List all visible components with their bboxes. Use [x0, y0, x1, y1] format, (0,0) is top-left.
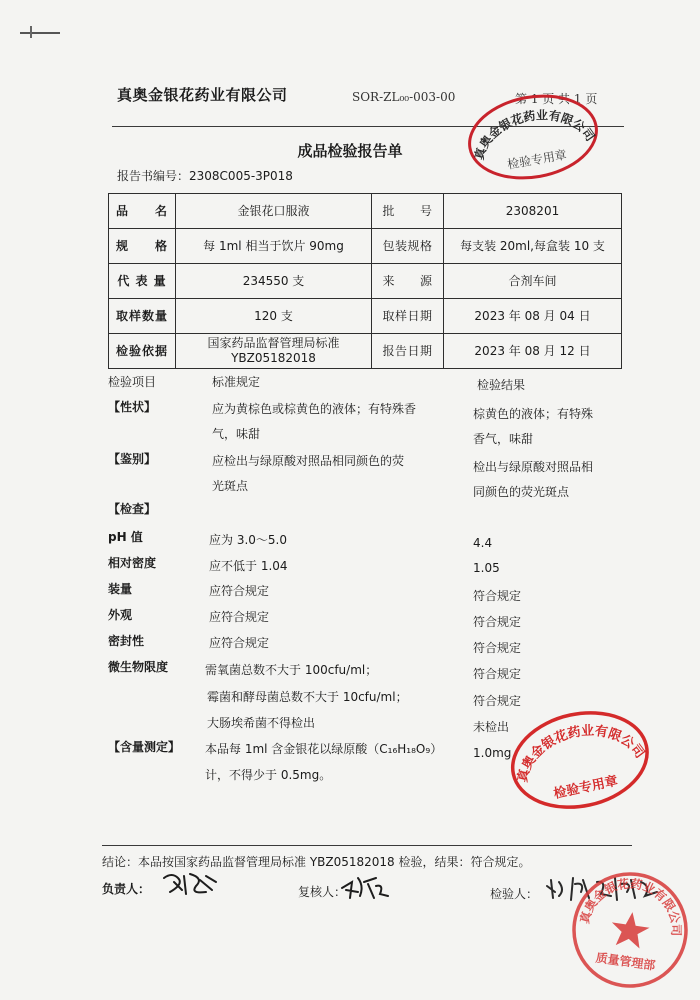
reviewer-signature [340, 872, 390, 902]
identification-label: 【鉴别】 [108, 452, 157, 466]
specification-label: 规 格 [109, 229, 176, 264]
stamp-ring-text: 真奥金银花药业有限公司 [471, 108, 598, 162]
check-item: 装量 [108, 582, 133, 596]
identification-result-line1: 检出与绿原酸对照品相 [473, 460, 594, 474]
conclusion-rule [102, 845, 632, 846]
identification-standard-line2: 光斑点 [212, 479, 249, 493]
appearance-standard-line2: 气，味甜 [212, 427, 261, 441]
check-result: 1.05 [473, 561, 500, 575]
report-title: 成品检验报告单 [297, 142, 403, 160]
check-result: 符合规定 [473, 615, 522, 629]
page-info: 第 1 页 共 1 页 [515, 92, 598, 106]
check-item: 相对密度 [108, 556, 157, 570]
document-number: SOR-ZL₀₀-003-00 [352, 90, 456, 104]
inspection-label: 【检查】 [108, 502, 157, 516]
inspection-basis-line2: YBZ05182018 [231, 351, 316, 365]
stamp-inner-text: 质量管理部 [594, 950, 657, 973]
scan-corner-mark [30, 26, 32, 38]
stamp-ring-text: 真奥金银花药业有限公司 [577, 876, 684, 937]
representative-qty-value: 234550 支 [176, 264, 372, 299]
report-number-label: 报告书编号： [117, 169, 190, 183]
table-row [109, 299, 622, 334]
inspector-label: 检验人： [490, 887, 539, 901]
check-item: pH 值 [108, 530, 143, 544]
col-header-item: 检验项目 [108, 375, 157, 389]
report-number-value: 2308C005-3P018 [189, 169, 293, 183]
check-item: 密封性 [108, 634, 145, 648]
conclusion-text: 结论：本品按国家药品监督管理局标准 YBZ05182018 检验，结果：符合规定。 [102, 855, 531, 869]
inspection-basis-line1: 国家药品监督管理局标准 [207, 336, 340, 350]
table-row [109, 334, 622, 369]
check-result: 未检出 [473, 720, 510, 734]
assay-result: 1.0mg [473, 746, 512, 760]
stamp-star-icon [609, 910, 652, 950]
product-name-value: 金银花口服液 [176, 194, 372, 229]
inspection-basis-label: 检验依据 [109, 334, 176, 369]
identification-result-line2: 同颜色的荧光斑点 [473, 485, 570, 499]
table-row [109, 264, 622, 299]
responsible-signature [160, 868, 220, 900]
check-result: 4.4 [473, 536, 493, 550]
check-result: 符合规定 [473, 667, 522, 681]
check-standard: 大肠埃希菌不得检出 [207, 716, 316, 730]
batch-number-value: 2308201 [444, 194, 622, 229]
col-header-standard: 标准规定 [212, 375, 261, 389]
assay-standard-line1: 本品每 1ml 含金银花以绿原酸（C₁₆H₁₈O₉） [205, 742, 443, 756]
quality-dept-stamp [560, 860, 700, 1000]
sampling-date-value: 2023 年 08 月 04 日 [444, 299, 622, 334]
report-date-label: 报告日期 [372, 334, 444, 369]
company-name: 真奥金银花药业有限公司 [117, 86, 288, 104]
stamp-ring-text: 真奥金银花药业有限公司 [515, 723, 648, 784]
inspection-stamp-top [456, 81, 610, 194]
check-standard: 需氧菌总数不大于 100cfu/ml； [205, 663, 378, 677]
sample-qty-value: 120 支 [176, 299, 372, 334]
check-standard: 霉菌和酵母菌总数不大于 10cfu/ml； [207, 690, 408, 704]
check-standard: 应符合规定 [209, 584, 270, 598]
source-value: 合剂车间 [444, 264, 622, 299]
check-standard: 应符合规定 [209, 610, 270, 624]
product-info-table [108, 193, 622, 369]
check-result: 符合规定 [473, 589, 522, 603]
stamp-inner-text: 检验专用章 [506, 147, 568, 172]
appearance-result-line2: 香气，味甜 [473, 432, 534, 446]
inspection-stamp-bottom [496, 694, 665, 828]
check-standard: 应为 3.0～5.0 [209, 533, 287, 547]
batch-number-label: 批 号 [372, 194, 444, 229]
col-header-result: 检验结果 [477, 378, 526, 392]
source-label: 来 源 [372, 264, 444, 299]
table-row [109, 229, 622, 264]
packaging-value: 每支装 20ml,每盒装 10 支 [444, 229, 622, 264]
appearance-standard-line1: 应为黄棕色或棕黄色的液体；有特殊香 [212, 402, 417, 416]
appearance-label: 【性状】 [108, 400, 157, 414]
check-item: 微生物限度 [108, 660, 169, 674]
sampling-date-label: 取样日期 [372, 299, 444, 334]
report-date-value: 2023 年 08 月 12 日 [444, 334, 622, 369]
appearance-result-line1: 棕黄色的液体；有特殊 [473, 407, 594, 421]
check-result: 符合规定 [473, 641, 522, 655]
stamp-inner-text: 检验专用章 [552, 773, 620, 802]
responsible-label: 负责人： [102, 882, 151, 896]
assay-label: 【含量测定】 [108, 740, 181, 754]
sample-qty-label: 取样数量 [109, 299, 176, 334]
specification-value: 每 1ml 相当于饮片 90mg [176, 229, 372, 264]
representative-qty-label: 代 表 量 [109, 264, 176, 299]
inspection-basis-value [176, 334, 372, 369]
identification-standard-line1: 应检出与绿原酸对照品相同颜色的荧 [212, 454, 405, 468]
table-row [109, 194, 622, 229]
packaging-label: 包装规格 [372, 229, 444, 264]
check-result: 符合规定 [473, 694, 522, 708]
check-standard: 应不低于 1.04 [209, 559, 288, 573]
assay-standard-line2: 计，不得少于 0.5mg。 [205, 768, 332, 782]
check-item: 外观 [108, 608, 133, 622]
reviewer-label: 复核人： [298, 885, 347, 899]
product-name-label: 品 名 [109, 194, 176, 229]
check-standard: 应符合规定 [209, 636, 270, 650]
report-number [117, 167, 293, 184]
scan-corner-mark [20, 32, 60, 34]
